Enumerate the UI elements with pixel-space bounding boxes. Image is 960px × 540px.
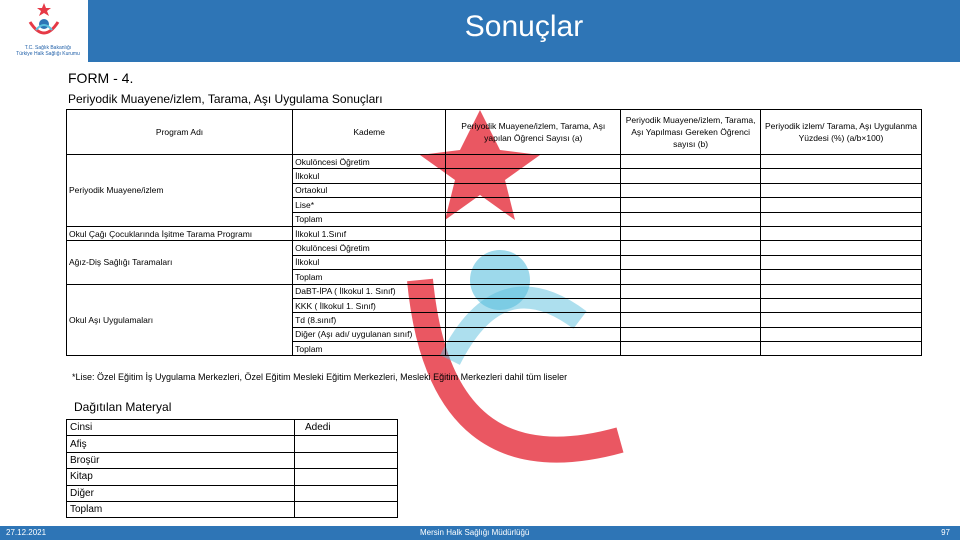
page-title-text: Sonuçlar — [464, 10, 584, 43]
materials-header-row — [67, 420, 398, 436]
value-a-cell — [446, 327, 621, 341]
value-c-cell — [760, 270, 921, 284]
materials-table-body — [67, 420, 398, 518]
kademe-cell: Okulöncesi Öğretim — [293, 241, 446, 255]
value-b-cell — [621, 313, 761, 327]
kademe-cell: Ortaokul — [293, 183, 446, 197]
material-count-cell — [295, 452, 398, 468]
value-b-cell — [621, 198, 761, 212]
table-row — [67, 226, 922, 240]
value-a-cell — [446, 212, 621, 226]
kademe-cell: Diğer (Aşı adı/ uygulanan sınıf) — [293, 327, 446, 341]
ministry-logo-text — [10, 45, 86, 57]
results-table-header-row — [67, 110, 922, 155]
header-col-c: Periyodik izlem/ Tarama, Aşı Uygulanma Yüzdesi (%) (a/b×100) — [760, 110, 921, 155]
material-count-cell — [295, 469, 398, 485]
kademe-cell: Okulöncesi Öğretim — [293, 155, 446, 169]
kademe-cell: İlkokul — [293, 255, 446, 269]
footer-org: Mersin Halk Sağlığı Müdürlüğü — [420, 528, 530, 537]
value-b-cell — [621, 270, 761, 284]
material-type-cell: Diğer — [67, 485, 295, 501]
form-label: FORM - 4. — [68, 70, 134, 86]
value-b-cell — [621, 241, 761, 255]
value-b-cell — [621, 169, 761, 183]
table-row — [67, 284, 922, 298]
page-number: 97 — [941, 528, 950, 537]
kademe-cell: Td (8.sınıf) — [293, 313, 446, 327]
value-b-cell — [621, 327, 761, 341]
value-a-cell — [446, 198, 621, 212]
value-c-cell — [760, 284, 921, 298]
results-table-body — [67, 155, 922, 356]
materials-table — [66, 419, 398, 518]
material-type-cell: Afiş — [67, 436, 295, 452]
kademe-cell: Toplam — [293, 342, 446, 356]
form-subtitle: Periyodik Muayene/izlem, Tarama, Aşı Uygulama Sonuçları — [68, 92, 383, 106]
value-c-cell — [760, 212, 921, 226]
value-c-cell — [760, 298, 921, 312]
table-row — [67, 241, 922, 255]
header-col-a: Periyodik Muayene/izlem, Tarama, Aşı yapılan Öğrenci Sayısı (a) — [446, 110, 621, 155]
kademe-cell: İlkokul — [293, 169, 446, 183]
value-c-cell — [760, 313, 921, 327]
materials-header-cinsi: Cinsi — [67, 420, 295, 436]
value-a-cell — [446, 155, 621, 169]
table-row — [67, 155, 922, 169]
value-c-cell — [760, 327, 921, 341]
value-a-cell — [446, 342, 621, 356]
program-name-cell: Okul Çağı Çocuklarında İşitme Tarama Programı — [67, 226, 293, 240]
value-a-cell — [446, 226, 621, 240]
value-b-cell — [621, 298, 761, 312]
results-table — [66, 109, 922, 356]
logo-line-2: Türkiye Halk Sağlığı Kurumu — [16, 51, 80, 57]
value-a-cell — [446, 169, 621, 183]
material-type-cell: Toplam — [67, 501, 295, 517]
value-c-cell — [760, 342, 921, 356]
material-row — [67, 469, 398, 485]
program-name-cell: Ağız-Diş Sağlığı Taramaları — [67, 241, 293, 284]
value-c-cell — [760, 241, 921, 255]
value-b-cell — [621, 342, 761, 356]
material-type-cell: Kitap — [67, 469, 295, 485]
footer-bar — [0, 526, 960, 540]
value-c-cell — [760, 226, 921, 240]
material-row — [67, 436, 398, 452]
page-title — [0, 10, 960, 44]
value-c-cell — [760, 183, 921, 197]
material-type-cell: Broşür — [67, 452, 295, 468]
value-c-cell — [760, 169, 921, 183]
materials-header-adedi: Adedi — [295, 420, 398, 436]
material-count-cell — [295, 436, 398, 452]
value-b-cell — [621, 226, 761, 240]
value-a-cell — [446, 298, 621, 312]
value-a-cell — [446, 241, 621, 255]
header-kademe: Kademe — [293, 110, 446, 155]
value-a-cell — [446, 255, 621, 269]
material-count-cell — [295, 501, 398, 517]
logo-line-1: T.C. Sağlık Bakanlığı — [24, 45, 72, 51]
materials-title: Dağıtılan Materyal — [74, 400, 172, 414]
value-c-cell — [760, 155, 921, 169]
value-a-cell — [446, 183, 621, 197]
kademe-cell: Toplam — [293, 212, 446, 226]
material-row — [67, 485, 398, 501]
material-row — [67, 501, 398, 517]
footer-date: 27.12.2021 — [6, 528, 47, 537]
value-b-cell — [621, 212, 761, 226]
value-c-cell — [760, 255, 921, 269]
header-bar — [0, 0, 960, 62]
material-row — [67, 452, 398, 468]
value-b-cell — [621, 155, 761, 169]
value-a-cell — [446, 313, 621, 327]
value-b-cell — [621, 255, 761, 269]
program-name-cell: Okul Aşı Uygulamaları — [67, 284, 293, 356]
kademe-cell: Toplam — [293, 270, 446, 284]
kademe-cell: İlkokul 1.Sınıf — [293, 226, 446, 240]
value-c-cell — [760, 198, 921, 212]
program-name-cell: Periyodik Muayene/izlem — [67, 155, 293, 227]
material-count-cell — [295, 485, 398, 501]
kademe-cell: Lise* — [293, 198, 446, 212]
lise-footnote: *Lise: Özel Eğitim İş Uygulama Merkezleri, Özel Eğitim Mesleki Eğitim Merkezleri, Mesleki Eğitim Merkezleri dahil tüm liseler — [72, 372, 568, 382]
header-col-b: Periyodik Muayene/izlem, Tarama, Aşı Yapılması Gereken Öğrenci sayısı (b) — [621, 110, 761, 155]
header-program: Program Adı — [67, 110, 293, 155]
kademe-cell: DaBT-İPA ( İlkokul 1. Sınıf) — [293, 284, 446, 298]
kademe-cell: KKK ( İlkokul 1. Sınıf) — [293, 298, 446, 312]
value-a-cell — [446, 270, 621, 284]
value-a-cell — [446, 284, 621, 298]
value-b-cell — [621, 284, 761, 298]
value-b-cell — [621, 183, 761, 197]
